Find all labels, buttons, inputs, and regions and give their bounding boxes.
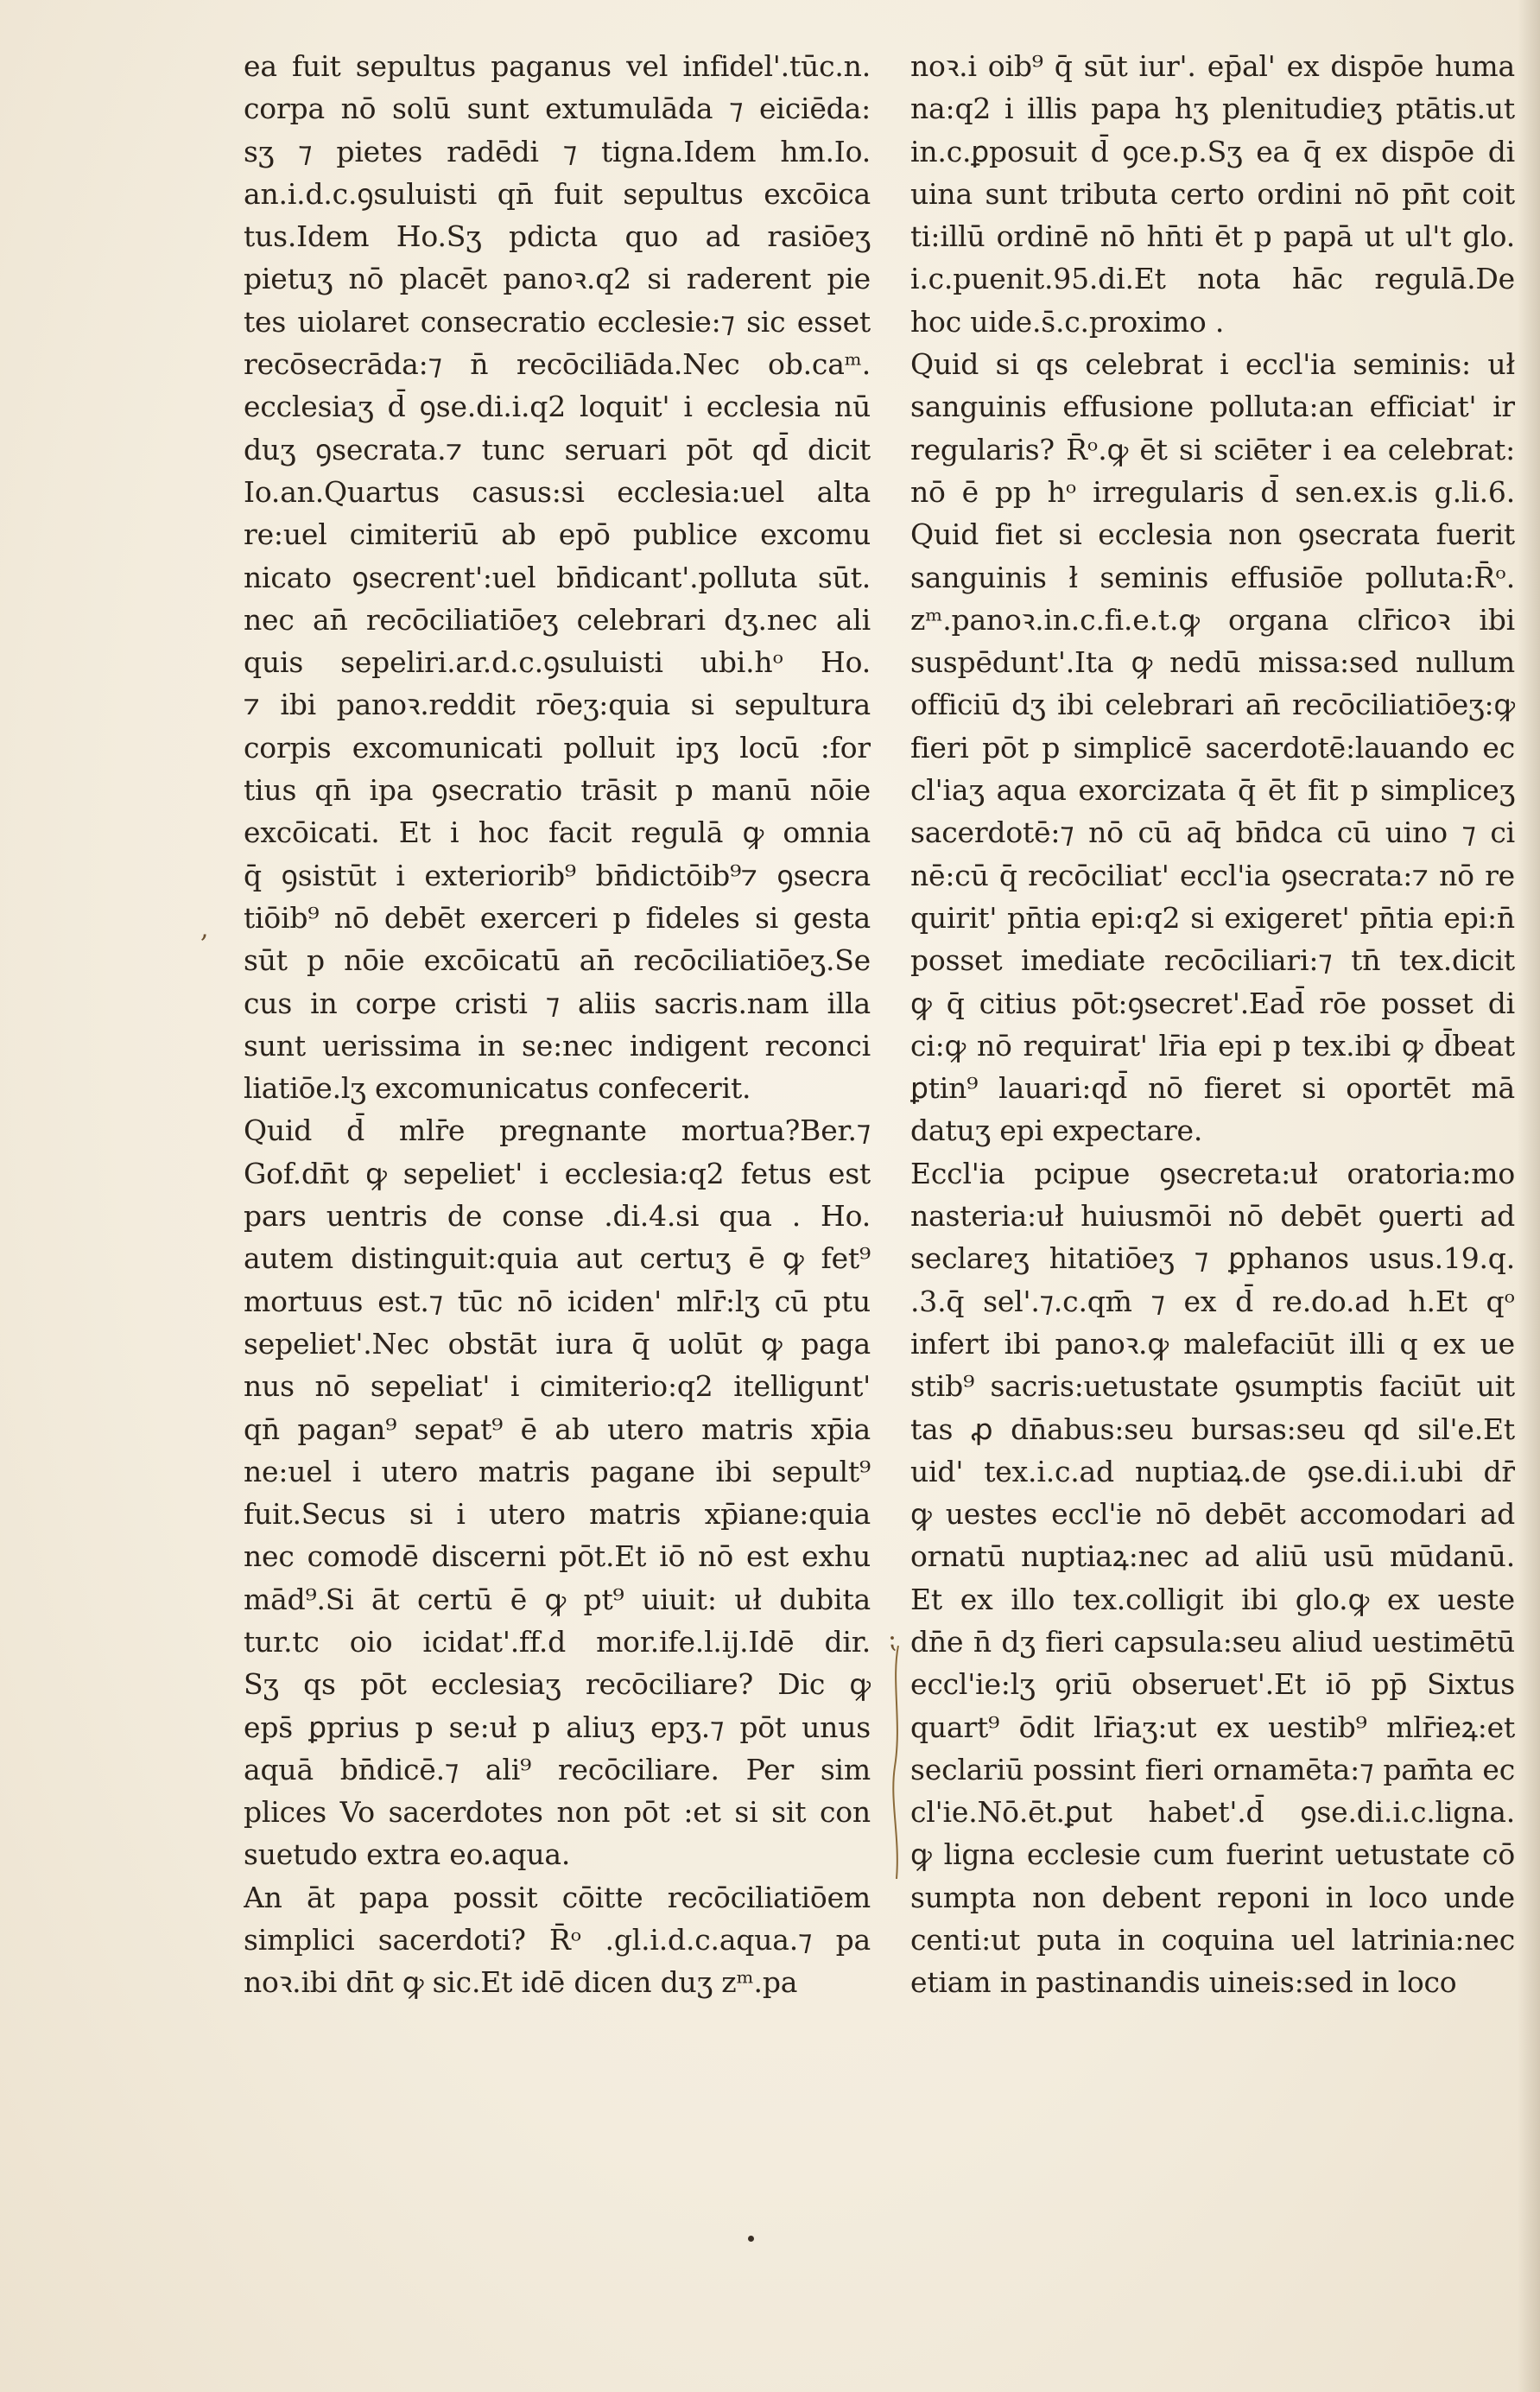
text-line: nec comodē discerni pōt.Et iō nō est exhu <box>244 1539 871 1574</box>
text-line: hoc uide.s̄.c.proximo . <box>910 304 1225 339</box>
text-line: plices Vo sacerdotes non pōt :et si sit con <box>244 1795 871 1830</box>
text-line: Eccl'ia pcipue ꝯsecreta:uł oratoria:mo <box>910 1156 1515 1190</box>
text-line: tiōib⁹ nō debēt exerceri p fideles si gesta <box>244 900 871 935</box>
text-line: quart⁹ ōdit lr̄iaʒ:ut ex uestib⁹ mlr̄ieꝝ:et <box>910 1710 1515 1744</box>
text-line: na:q2 i illis papa hʒ plenitudieʒ ptātis.ut <box>910 92 1515 126</box>
text-line: autem distinguit:quia aut certuʒ ē ꝙ fet⁹ <box>244 1241 871 1276</box>
text-line: centi:ut puta in coquina uel latrinia:nec <box>910 1923 1515 1957</box>
text-line: simplici sacerdoti? R̄ᵒ .gl.i.d.c.aqua.⁊ pa <box>244 1923 871 1957</box>
text-line: ecclesiaʒ d̄ ꝯse.di.i.q2 loquit' i ecclesia nū <box>244 390 871 424</box>
text-line: mortuus est.⁊ tūc nō iciden' mlr̄:lʒ cū ptu <box>244 1284 871 1318</box>
text-line: sʒ ⁊ pietes radēdi ⁊ tigna.Idem hm.Io. <box>244 134 871 168</box>
right-text-column <box>910 45 1515 2004</box>
text-line: ⁊ ibi panoꝛ.reddit rōeʒ:quia si sepultura <box>244 688 871 722</box>
text-line: uina sunt tributa certo ordini nō pn̄t coit <box>910 176 1515 211</box>
text-line: excōicati. Et i hoc facit regulā ꝙ omnia <box>244 815 871 850</box>
text-line: nicato ꝯsecrent':uel bn̄dicant'.polluta sūt. <box>244 560 871 594</box>
text-line: uid' tex.i.c.ad nuptiaꝝ.de ꝯse.di.i.ubi dr̄ <box>910 1454 1515 1488</box>
text-line: ci:ꝙ nō requirat' lr̄ia epi p tex.ibi ꝙ d̄beat <box>910 1028 1515 1063</box>
text-line: sūt p nōie excōicatū an̄ recōciliatiōeʒ.Se <box>244 943 871 978</box>
text-line: seclariū possint fieri ornamēta:⁊ pam̄ta ec <box>910 1752 1515 1786</box>
text-line: nō ē pp hᵒ irregularis d̄ sen.ex.is g.li.6. <box>910 474 1515 509</box>
text-line: re:uel cimiteriū ab epō publice excomu <box>244 517 871 552</box>
text-line: q̄ ꝯsistūt i exteriorib⁹ bn̄dictōib⁹⁊ ꝯsecra <box>244 858 871 892</box>
margin-mark-left: , <box>200 914 209 944</box>
text-line: Quid fiet si ecclesia non ꝯsecrata fuerit <box>910 517 1515 552</box>
text-line: nec an̄ recōciliatiōeʒ celebrari dʒ.nec ali <box>244 602 871 637</box>
text-line: pietuʒ nō placēt panoꝛ.q2 si raderent pie <box>244 262 871 296</box>
text-line: sumpta non debent reponi in loco unde <box>910 1880 1515 1914</box>
text-line: in.c.ꝑposuit d̄ ꝯce.p.Sʒ ea q̄ ex dispōe di <box>910 134 1515 168</box>
text-line: suetudo extra eo.aqua. <box>244 1837 571 1872</box>
text-line: nasteria:uł huiusmōi nō debēt ꝯuerti ad <box>910 1199 1515 1234</box>
text-line: tus.Idem Ho.Sʒ pdicta quo ad rasiōeʒ <box>244 219 871 254</box>
page-edge-shadow <box>1518 0 1540 2392</box>
text-line: i.c.puenit.95.di.Et nota hāc regulā.De <box>910 262 1515 296</box>
margin-mark-right: ⁏ <box>888 1624 897 1654</box>
text-line: seclareʒ hitatiōeʒ ⁊ ꝑphanos usus.19.q. <box>910 1241 1515 1276</box>
text-line: ꝙ uestes eccl'ie nō debēt accomodari ad <box>910 1497 1515 1532</box>
left-text-column <box>244 45 871 2004</box>
text-line: qn̄ pagan⁹ sepat⁹ ē ab utero matris xp̄ia <box>244 1412 871 1446</box>
text-line: posset imediate recōciliari:⁊ tn̄ tex.dicit <box>910 943 1515 978</box>
text-line: ea fuit sepultus paganus vel infidel'.tūc.n. <box>244 49 871 83</box>
text-line: eps̄ ꝑprius p se:uł p aliuʒ epʒ.⁊ pōt unus <box>244 1710 871 1744</box>
text-line: noꝛ.ibi dn̄t ꝙ sic.Et idē dicen duʒ zᵐ.pa <box>244 1965 798 2000</box>
text-line: an.i.d.c.ꝯsuluisti qn̄ fuit sepultus excōica <box>244 176 871 211</box>
text-line: Gof.dn̄t ꝙ sepeliet' i ecclesia:q2 fetus est <box>244 1156 871 1190</box>
text-line: Quid si qs celebrat i eccl'ia seminis: uł <box>910 347 1515 382</box>
text-line: cus in corpe cristi ⁊ aliis sacris.nam illa <box>244 986 871 1020</box>
text-line: ꝙ q̄ citius pōt:ꝯsecret'.Ead̄ rōe posset di <box>910 986 1515 1020</box>
margin-pen-stroke <box>888 1646 905 1879</box>
text-line: regularis? R̄ᵒ.ꝙ ēt si sciēter i ea celebrat: <box>910 432 1515 466</box>
text-line: Io.an.Quartus casus:si ecclesia:uel alta <box>244 474 871 509</box>
text-line: nus nō sepeliat' i cimiterio:q2 itelligunt' <box>244 1369 871 1404</box>
text-line: ne:uel i utero matris pagane ibi sepult⁹ <box>244 1454 871 1488</box>
text-line: pars uentris de conse .di.4.si qua . Ho. <box>244 1199 871 1234</box>
text-line: fieri pōt p simplicē sacerdotē:lauando ec <box>910 730 1515 765</box>
text-line: suspēdunt'.Ita ꝙ nedū missa:sed nullum <box>910 645 1515 680</box>
text-line: zᵐ.panoꝛ.in.c.fi.e.t.ꝙ organa clr̄icoꝛ ibi <box>910 602 1515 637</box>
text-line: cl'iaʒ aqua exorcizata q̄ ēt fit p simpliceʒ <box>910 773 1515 808</box>
text-line: nē:cū q̄ recōciliat' eccl'ia ꝯsecrata:⁊ nō re <box>910 858 1515 892</box>
text-line: Quid d̄ mlr̄e pregnante mortua?Ber.⁊ <box>244 1114 871 1148</box>
text-line: aquā bn̄dicē.⁊ ali⁹ recōciliare. Per sim <box>244 1752 871 1786</box>
text-line: eccl'ie:lʒ ꝯriū obseruet'.Et iō pp̄ Sixtus <box>910 1667 1515 1702</box>
text-line: sepeliet'.Nec obstāt iura q̄ uolūt ꝙ paga <box>244 1326 871 1361</box>
text-line: infert ibi panoꝛ.ꝙ malefaciūt illi q ex ue <box>910 1326 1515 1361</box>
text-line: tur.tc oio icidat'.ff.d mor.ife.l.ij.Idē dir. <box>244 1624 871 1659</box>
text-line: mād⁹.Si āt certū ē ꝙ pt⁹ uiuit: uł dubita <box>244 1582 871 1616</box>
text-line: dn̄e n̄ dʒ fieri capsula:seu aliud uestimētū <box>910 1624 1515 1659</box>
text-line: sacerdotē:⁊ nō cū aq̄ bn̄dca cū uino ⁊ ci <box>910 815 1515 850</box>
text-line: quirit' pn̄tia epi:q2 si exigeret' pn̄tia epi:n̄ <box>910 900 1515 935</box>
text-line: sanguinis effusione polluta:an efficiat' ir <box>910 390 1515 424</box>
text-line: ti:illū ordinē nō hn̄ti ēt p papā ut ul't glo. <box>910 219 1515 254</box>
text-line: sanguinis ł seminis effusiōe polluta:R̄ᵒ. <box>910 560 1515 594</box>
text-line: cl'ie.Nō.ēt.ꝑut habet'.d̄ ꝯse.di.i.c.ligna. <box>910 1795 1515 1830</box>
text-line: etiam in pastinandis uineis:sed in loco <box>910 1965 1457 2000</box>
text-line: ꝑtin⁹ lauari:qd̄ nō fieret si oportēt mā <box>910 1071 1515 1106</box>
text-line: corpa nō solū sunt extumulāda ⁊ eiciēda: <box>244 92 871 126</box>
text-line: quis sepeliri.ar.d.c.ꝯsuluisti ubi.hᵒ Ho. <box>244 645 871 680</box>
text-line: tius qn̄ ipa ꝯsecratio trāsit p manū nōie <box>244 773 871 808</box>
text-line: liatiōe.lʒ excomunicatus confecerit. <box>244 1071 751 1106</box>
text-line: tas ꝓ dn̄abus:seu bursas:seu qd sil'e.Et <box>910 1412 1515 1446</box>
text-line: An āt papa possit cōitte recōciliatiōem <box>244 1880 871 1914</box>
ink-dot <box>748 2236 754 2242</box>
text-line: noꝛ.i oib⁹ q̄ sūt iur'. ep̄al' ex dispōe huma <box>910 49 1515 83</box>
text-line: ꝙ ligna ecclesie cum fuerint uetustate cō <box>910 1837 1515 1872</box>
text-line: duʒ ꝯsecrata.⁊ tunc seruari pōt qd̄ dicit <box>244 432 871 466</box>
text-line: officiū dʒ ibi celebrari an̄ recōciliatiōeʒ:ꝙ <box>910 688 1515 722</box>
text-line: datuʒ epi expectare. <box>910 1114 1203 1148</box>
text-line: fuit.Secus si i utero matris xp̄iane:quia <box>244 1497 871 1532</box>
text-line: ornatū nuptiaꝝ:nec ad aliū usū mūdanū. <box>910 1539 1515 1574</box>
text-line: sunt uerissima in se:nec indigent reconci <box>244 1028 871 1063</box>
text-line: tes uiolaret consecratio ecclesie:⁊ sic esset <box>244 304 871 339</box>
text-line: Sʒ qs pōt ecclesiaʒ recōciliare? Dic ꝙ <box>244 1667 871 1702</box>
text-line: Et ex illo tex.colligit ibi glo.ꝙ ex ueste <box>910 1582 1515 1616</box>
text-line: recōsecrāda:⁊ n̄ recōciliāda.Nec ob.caᵐ. <box>244 347 871 382</box>
text-line: stib⁹ sacris:uetustate ꝯsumptis faciūt uit <box>910 1369 1515 1404</box>
text-line: corpis excomunicati polluit ipʒ locū :for <box>244 730 871 765</box>
text-line: .3.q̄ sel'.⁊.c.qm̄ ⁊ ex d̄ re.do.ad h.Et qᵒ <box>910 1284 1515 1318</box>
